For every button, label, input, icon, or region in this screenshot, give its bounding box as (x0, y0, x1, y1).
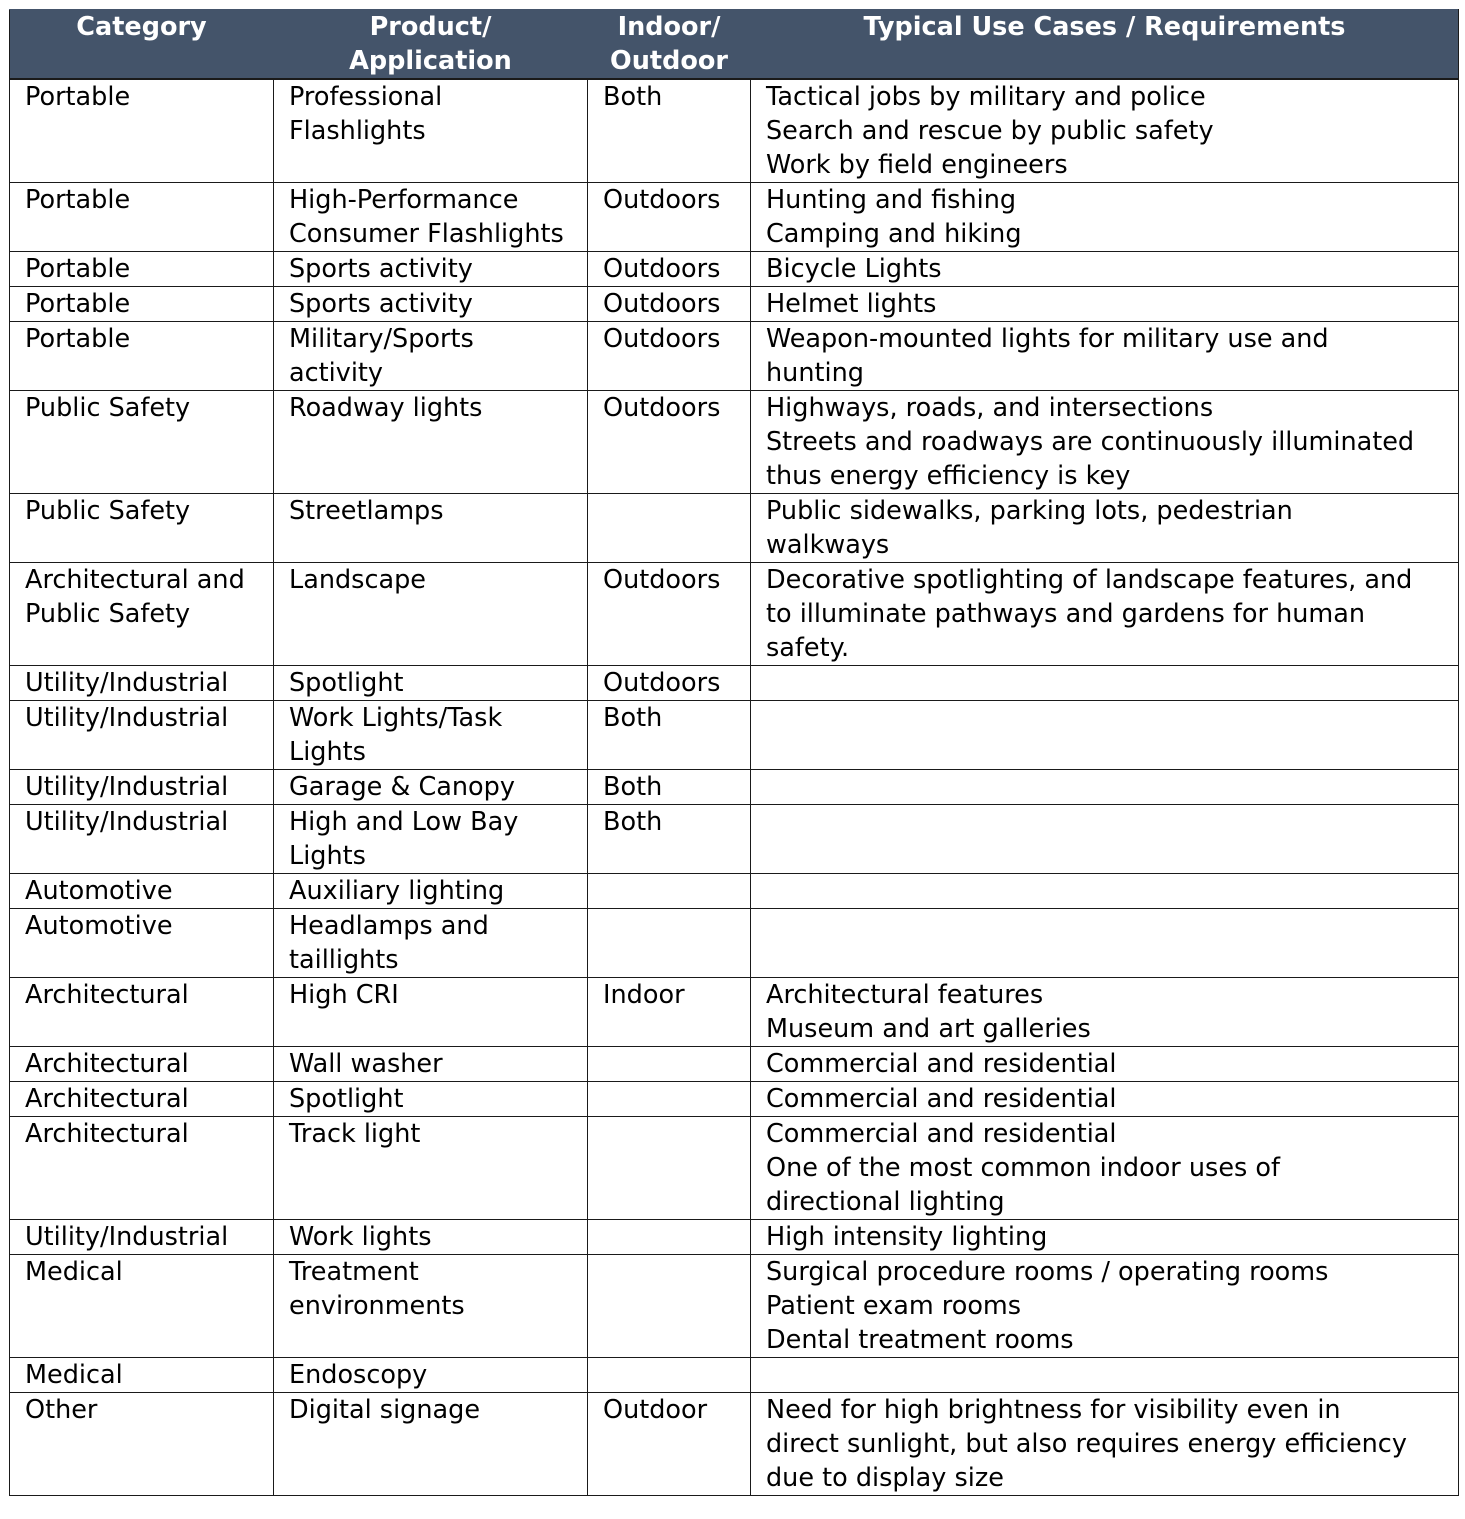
cell-text: Consumer Flashlights (289, 219, 564, 249)
table-body (10, 79, 1459, 1496)
cell-category (10, 874, 274, 909)
cell-text: Utility/Industrial (25, 772, 229, 802)
cell-text: Automotive (25, 876, 173, 906)
cell-text: Public Safety (25, 496, 191, 526)
header-product-application (274, 10, 588, 80)
table-row (10, 252, 1459, 287)
cell-product-application (274, 1047, 588, 1082)
cell-text: Roadway lights (289, 393, 483, 423)
cell-category (10, 494, 274, 563)
cell-text: Garage & Canopy (289, 772, 515, 802)
cell-product-application (274, 494, 588, 563)
table-row (10, 79, 1459, 183)
cell-text: Architectural features (766, 980, 1044, 1010)
cell-product-application (274, 770, 588, 805)
cell-product-application (274, 322, 588, 391)
cell-text: Portable (25, 82, 131, 112)
cell-text: One of the most common indoor uses of (766, 1153, 1280, 1183)
cell-indoor-outdoor (588, 1047, 751, 1082)
cell-text: Outdoors (603, 565, 721, 595)
cell-text: Public Safety (25, 599, 191, 629)
table-row (10, 909, 1459, 978)
cell-text: High CRI (289, 980, 399, 1010)
cell-use-cases (751, 1117, 1459, 1220)
cell-text: High-Performance (289, 185, 519, 215)
cell-text: Outdoors (603, 324, 721, 354)
table-row (10, 1220, 1459, 1255)
cell-text: Spotlight (289, 668, 404, 698)
cell-text: Outdoor (603, 1395, 708, 1425)
cell-product-application (274, 1358, 588, 1393)
cell-text: Public sidewalks, parking lots, pedestrian (766, 496, 1293, 526)
cell-text: Treatment (289, 1257, 419, 1287)
cell-use-cases (751, 770, 1459, 805)
cell-indoor-outdoor (588, 1082, 751, 1117)
cell-text: Helmet lights (766, 289, 937, 319)
table-row (10, 1082, 1459, 1117)
cell-category (10, 391, 274, 494)
cell-category (10, 287, 274, 322)
table-row (10, 563, 1459, 666)
cell-text: Work lights (289, 1222, 432, 1252)
cell-text: environments (289, 1291, 465, 1321)
cell-text: Architectural (25, 1084, 189, 1114)
cell-text: Portable (25, 254, 131, 284)
cell-text: Medical (25, 1360, 123, 1390)
cell-category (10, 978, 274, 1047)
table-row (10, 874, 1459, 909)
cell-use-cases (751, 252, 1459, 287)
header-row (10, 10, 1459, 80)
cell-use-cases (751, 978, 1459, 1047)
cell-text: Weapon-mounted lights for military use and (766, 324, 1329, 354)
cell-use-cases (751, 79, 1459, 183)
cell-text: Other (25, 1395, 98, 1425)
cell-category (10, 563, 274, 666)
cell-text: Automotive (25, 911, 173, 941)
cell-use-cases (751, 1393, 1459, 1496)
cell-text: Public Safety (25, 393, 191, 423)
cell-use-cases (751, 874, 1459, 909)
cell-text: Lights (289, 841, 366, 871)
cell-indoor-outdoor (588, 770, 751, 805)
cell-text: Flashlights (289, 116, 426, 146)
cell-text: Outdoors (603, 289, 721, 319)
cell-use-cases (751, 287, 1459, 322)
table-header (10, 10, 1459, 80)
cell-product-application (274, 909, 588, 978)
cell-product-application (274, 1393, 588, 1496)
cell-indoor-outdoor (588, 1393, 751, 1496)
cell-use-cases (751, 1047, 1459, 1082)
cell-text: Portable (25, 324, 131, 354)
cell-category (10, 770, 274, 805)
cell-indoor-outdoor (588, 1117, 751, 1220)
cell-text: Tactical jobs by military and police (766, 82, 1206, 112)
cell-text: Spotlight (289, 1084, 404, 1114)
cell-text: Indoor (603, 980, 685, 1010)
cell-text: Utility/Industrial (25, 1222, 229, 1252)
table-row (10, 1255, 1459, 1358)
cell-text: Lights (289, 737, 366, 767)
cell-category (10, 666, 274, 701)
cell-text: Hunting and fishing (766, 185, 1017, 215)
cell-use-cases (751, 1220, 1459, 1255)
cell-product-application (274, 874, 588, 909)
cell-use-cases (751, 909, 1459, 978)
cell-text: Bicycle Lights (766, 254, 942, 284)
cell-category (10, 183, 274, 252)
cell-indoor-outdoor (588, 874, 751, 909)
cell-text: Portable (25, 289, 131, 319)
cell-indoor-outdoor (588, 287, 751, 322)
cell-text: Medical (25, 1257, 123, 1287)
cell-text: to illuminate pathways and gardens for human (766, 599, 1366, 629)
cell-product-application (274, 79, 588, 183)
cell-text: Outdoors (603, 254, 721, 284)
cell-product-application (274, 1082, 588, 1117)
cell-text: Both (603, 807, 663, 837)
cell-text: Track light (289, 1119, 421, 1149)
header-text: Indoor/ (617, 12, 721, 42)
cell-text: Work Lights/Task (289, 703, 503, 733)
cell-indoor-outdoor (588, 805, 751, 874)
cell-text: Sports activity (289, 254, 473, 284)
cell-text: Wall washer (289, 1049, 443, 1079)
cell-category (10, 1047, 274, 1082)
cell-text: High intensity lighting (766, 1222, 1048, 1252)
cell-text: Streetlamps (289, 496, 444, 526)
cell-text: Architectural (25, 1049, 189, 1079)
cell-use-cases (751, 666, 1459, 701)
cell-category (10, 805, 274, 874)
cell-text: Work by field engineers (766, 150, 1068, 180)
cell-product-application (274, 978, 588, 1047)
cell-product-application (274, 287, 588, 322)
cell-indoor-outdoor (588, 1255, 751, 1358)
table-row (10, 1393, 1459, 1496)
cell-text: Outdoors (603, 393, 721, 423)
cell-product-application (274, 1117, 588, 1220)
cell-use-cases (751, 322, 1459, 391)
cell-indoor-outdoor (588, 79, 751, 183)
table-row (10, 770, 1459, 805)
cell-text: Architectural and (25, 565, 245, 595)
cell-text: Architectural (25, 980, 189, 1010)
cell-text: Endoscopy (289, 1360, 428, 1390)
header-text: Outdoor (610, 46, 728, 76)
cell-product-application (274, 252, 588, 287)
cell-category (10, 79, 274, 183)
cell-category (10, 1082, 274, 1117)
cell-product-application (274, 1255, 588, 1358)
table-row (10, 391, 1459, 494)
cell-indoor-outdoor (588, 183, 751, 252)
cell-text: Utility/Industrial (25, 703, 229, 733)
cell-text: Commercial and residential (766, 1084, 1117, 1114)
cell-text: Utility/Industrial (25, 668, 229, 698)
cell-text: hunting (766, 358, 864, 388)
cell-text: Surgical procedure rooms / operating rooms (766, 1257, 1329, 1287)
cell-text: directional lighting (766, 1187, 1005, 1217)
cell-text: Auxiliary lighting (289, 876, 505, 906)
cell-product-application (274, 563, 588, 666)
cell-indoor-outdoor (588, 909, 751, 978)
cell-indoor-outdoor (588, 494, 751, 563)
cell-text: Portable (25, 185, 131, 215)
cell-text: Dental treatment rooms (766, 1325, 1074, 1355)
cell-product-application (274, 666, 588, 701)
cell-use-cases (751, 563, 1459, 666)
cell-text: Patient exam rooms (766, 1291, 1022, 1321)
cell-indoor-outdoor (588, 978, 751, 1047)
header-text: Typical Use Cases / Requirements (863, 12, 1346, 42)
table-row (10, 1358, 1459, 1393)
cell-use-cases (751, 805, 1459, 874)
cell-product-application (274, 805, 588, 874)
cell-category (10, 1255, 274, 1358)
cell-text: Outdoors (603, 668, 721, 698)
cell-text: High and Low Bay (289, 807, 519, 837)
cell-use-cases (751, 183, 1459, 252)
header-indoor-outdoor (588, 10, 751, 80)
cell-text: Commercial and residential (766, 1119, 1117, 1149)
cell-indoor-outdoor (588, 322, 751, 391)
cell-text: activity (289, 358, 383, 388)
cell-use-cases (751, 701, 1459, 770)
cell-indoor-outdoor (588, 1220, 751, 1255)
cell-text: safety. (766, 633, 850, 663)
cell-category (10, 701, 274, 770)
cell-use-cases (751, 1255, 1459, 1358)
table-row (10, 183, 1459, 252)
cell-use-cases (751, 494, 1459, 563)
cell-text: walkways (766, 530, 890, 560)
cell-text: due to display size (766, 1463, 1004, 1493)
cell-category (10, 909, 274, 978)
cell-text: Camping and hiking (766, 219, 1022, 249)
header-text: Application (349, 46, 512, 76)
cell-use-cases (751, 391, 1459, 494)
cell-text: Utility/Industrial (25, 807, 229, 837)
table-row (10, 322, 1459, 391)
cell-text: Landscape (289, 565, 426, 595)
cell-category (10, 252, 274, 287)
cell-text: Professional (289, 82, 443, 112)
cell-indoor-outdoor (588, 391, 751, 494)
cell-text: Outdoors (603, 185, 721, 215)
cell-use-cases (751, 1082, 1459, 1117)
table-row (10, 805, 1459, 874)
cell-text: Military/Sports (289, 324, 474, 354)
cell-text: Highways, roads, and intersections (766, 393, 1214, 423)
cell-indoor-outdoor (588, 252, 751, 287)
cell-product-application (274, 1220, 588, 1255)
cell-indoor-outdoor (588, 666, 751, 701)
cell-category (10, 1358, 274, 1393)
lighting-applications-table (9, 9, 1459, 1496)
cell-text: Commercial and residential (766, 1049, 1117, 1079)
table-row (10, 1117, 1459, 1220)
table-row (10, 666, 1459, 701)
table-row (10, 701, 1459, 770)
header-category (10, 10, 274, 80)
header-text: Category (76, 12, 207, 42)
cell-product-application (274, 391, 588, 494)
cell-category (10, 322, 274, 391)
header-text: Product/ (369, 12, 492, 42)
cell-text: Decorative spotlighting of landscape features, and (766, 565, 1413, 595)
cell-text: taillights (289, 945, 399, 975)
cell-text: Architectural (25, 1119, 189, 1149)
table-row (10, 978, 1459, 1047)
cell-text: Digital signage (289, 1395, 481, 1425)
cell-text: thus energy efficiency is key (766, 461, 1131, 491)
cell-text: Sports activity (289, 289, 473, 319)
header-use-cases (751, 10, 1459, 80)
table-row (10, 1047, 1459, 1082)
cell-indoor-outdoor (588, 563, 751, 666)
table-row (10, 287, 1459, 322)
cell-category (10, 1220, 274, 1255)
cell-text: Both (603, 82, 663, 112)
cell-text: direct sunlight, but also requires energy efficiency (766, 1429, 1407, 1459)
cell-text: Both (603, 703, 663, 733)
cell-text: Need for high brightness for visibility even in (766, 1395, 1341, 1425)
cell-text: Both (603, 772, 663, 802)
cell-text: Search and rescue by public safety (766, 116, 1214, 146)
cell-indoor-outdoor (588, 701, 751, 770)
cell-product-application (274, 183, 588, 252)
cell-product-application (274, 701, 588, 770)
cell-text: Headlamps and (289, 911, 489, 941)
table-row (10, 494, 1459, 563)
cell-category (10, 1393, 274, 1496)
cell-indoor-outdoor (588, 1358, 751, 1393)
cell-category (10, 1117, 274, 1220)
cell-use-cases (751, 1358, 1459, 1393)
cell-text: Museum and art galleries (766, 1014, 1091, 1044)
cell-text: Streets and roadways are continuously illuminated (766, 427, 1415, 457)
